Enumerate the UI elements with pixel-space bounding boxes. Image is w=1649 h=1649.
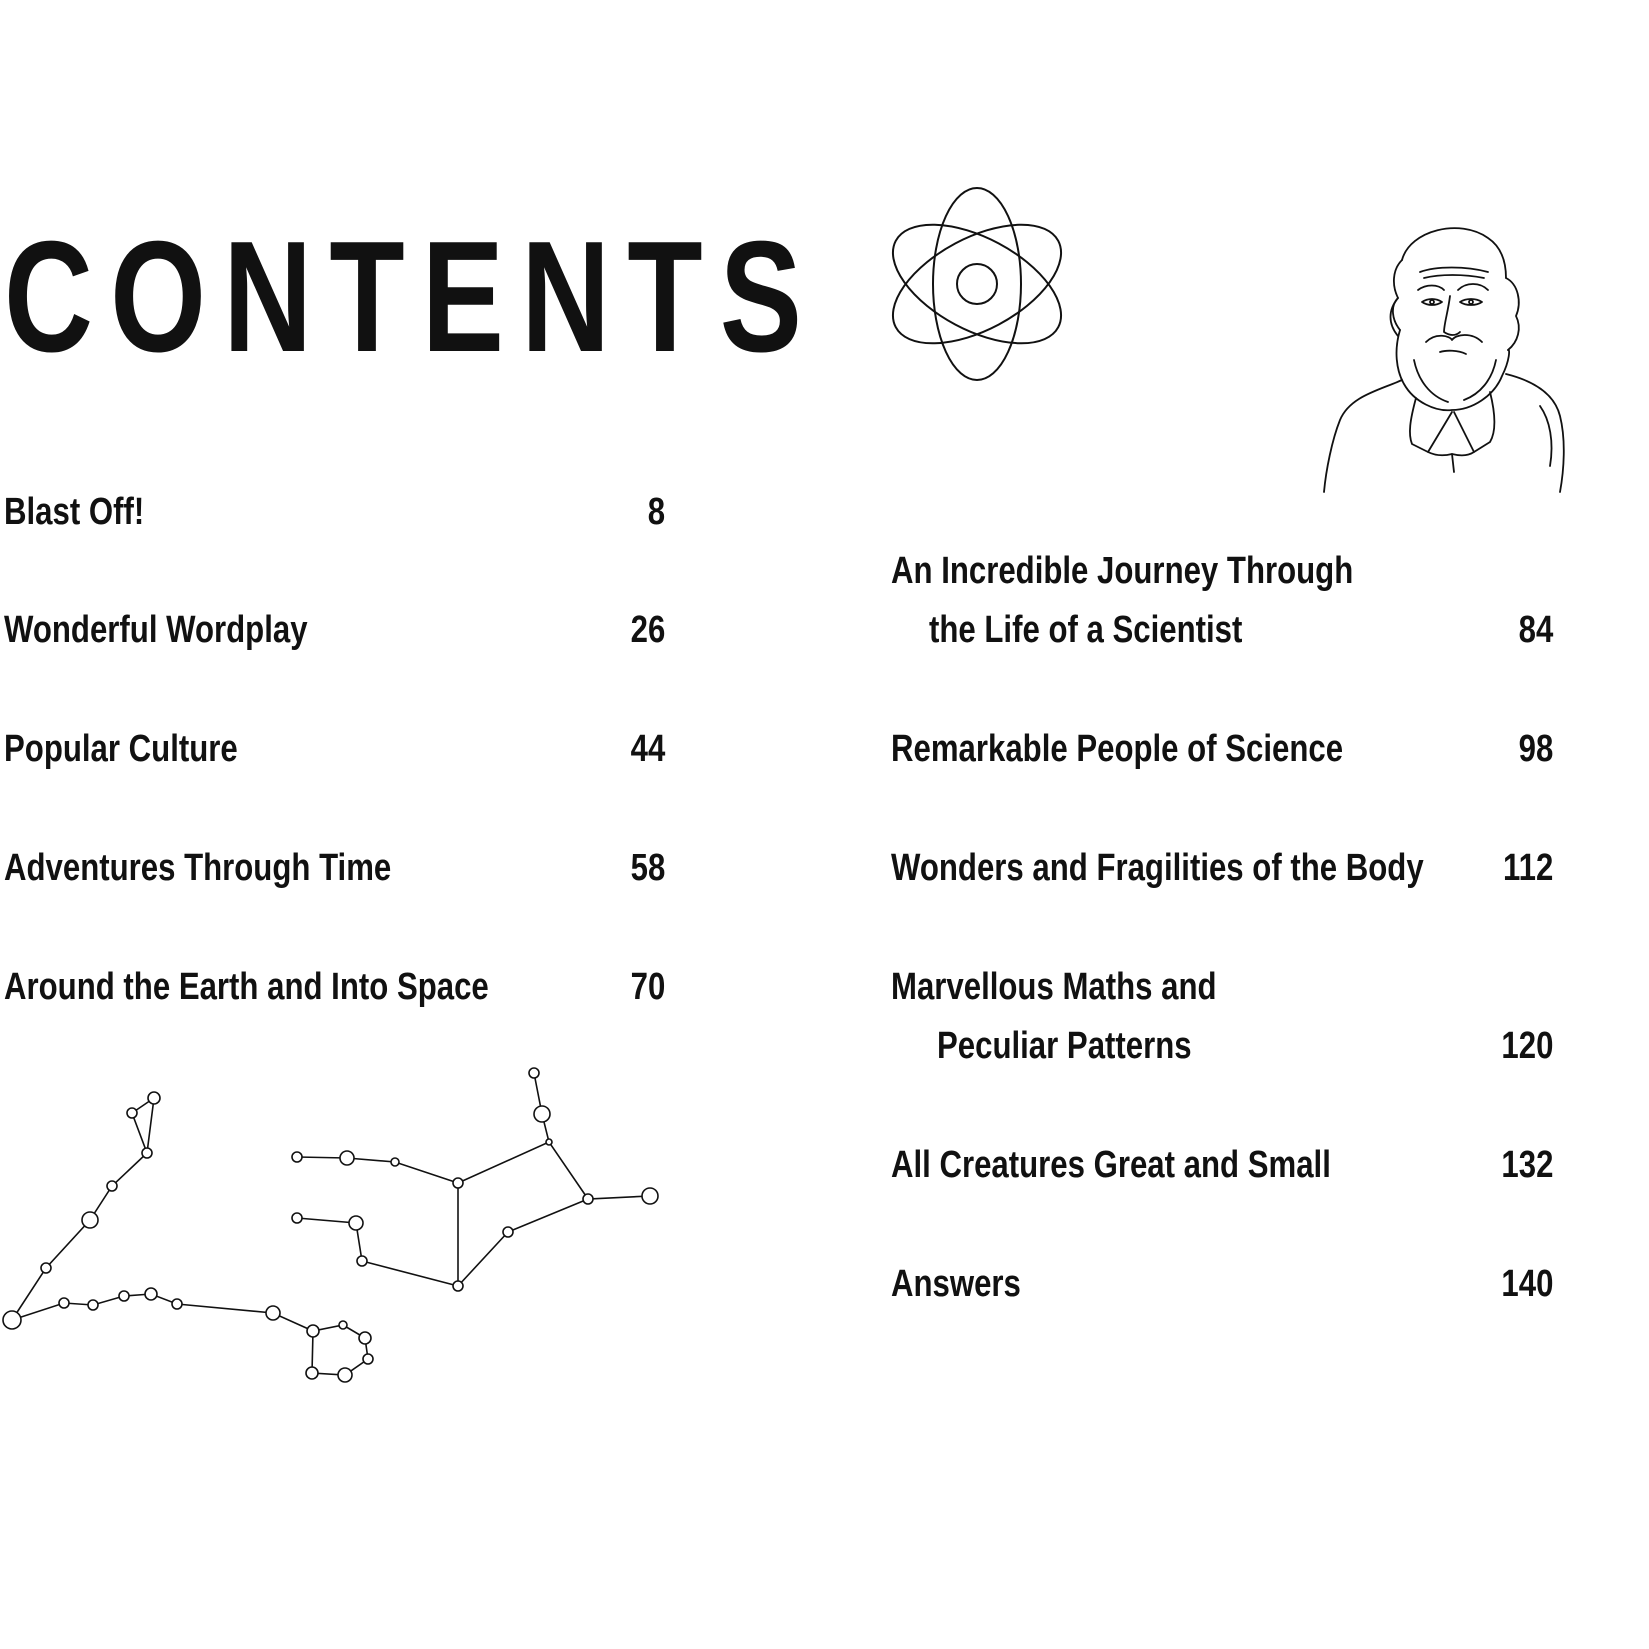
constellation-drawing: [0, 1060, 680, 1390]
toc-entry-title[interactable]: Remarkable People of Science: [891, 728, 1344, 770]
scientist-portrait: [1340, 220, 1640, 500]
toc-entry-page: 58: [630, 847, 665, 889]
toc-entry-page: 98: [1518, 728, 1553, 770]
toc-entry-page: 70: [630, 966, 665, 1008]
toc-entry-title[interactable]: Marvellous Maths and Peculiar Patterns: [891, 966, 1217, 1067]
toc-entry-page: 26: [630, 609, 665, 651]
toc-entry-title[interactable]: Around the Earth and Into Space: [4, 966, 489, 1008]
toc-entry-title[interactable]: Wonders and Fragilities of the Body: [891, 847, 1424, 889]
toc-entry-title[interactable]: Blast Off!: [4, 491, 145, 533]
toc-entry-page: 84: [1518, 609, 1553, 651]
toc-entry-title[interactable]: Adventures Through Time: [4, 847, 392, 889]
toc-entry-title[interactable]: Popular Culture: [4, 728, 238, 770]
toc-entry-title[interactable]: All Creatures Great and Small: [891, 1144, 1331, 1186]
page-title: CONTENTS: [4, 209, 820, 385]
toc-entry-page: 132: [1501, 1144, 1553, 1186]
atom-icon: [880, 180, 1080, 390]
toc-entry-title[interactable]: An Incredible Journey Through the Life of a Scientist: [891, 550, 1354, 651]
toc-entry-title[interactable]: Answers: [891, 1263, 1021, 1305]
toc-entry-page: 8: [647, 491, 665, 533]
toc-entry-title[interactable]: Wonderful Wordplay: [4, 609, 308, 651]
toc-entry-page: 112: [1502, 847, 1553, 889]
toc-entry-page: 140: [1501, 1263, 1553, 1305]
toc-entry-page: 120: [1501, 1025, 1553, 1067]
toc-entry-page: 44: [630, 728, 665, 770]
